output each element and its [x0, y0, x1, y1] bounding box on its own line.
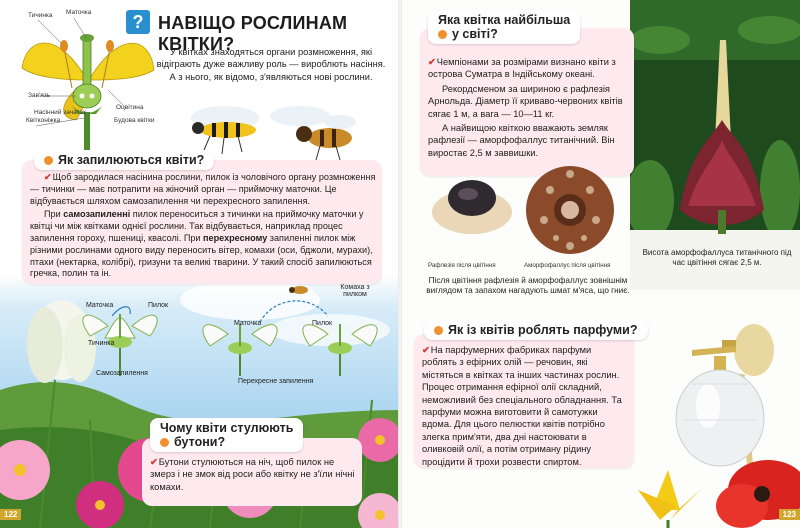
- largest-heading-line-2-text: у світі?: [452, 27, 498, 41]
- perfume-heading-text: Як із квітів роблять парфуми?: [448, 323, 638, 337]
- rafflesia-after-bloom: [432, 180, 512, 234]
- diagram-label-cross-pollination: Перехресне запилення: [238, 378, 314, 385]
- wasp-and-bee-photo: [180, 96, 400, 162]
- page-number-right: 123: [779, 509, 800, 520]
- book-gutter: [398, 0, 402, 528]
- checkmark-icon: ✔: [150, 457, 158, 467]
- pollination-diagram: [70, 286, 400, 376]
- label-stamen: Тичинка: [28, 12, 53, 19]
- self-pollination-term: самозапиленні: [63, 209, 131, 220]
- pollination-paragraph-2-a: При: [44, 209, 64, 220]
- post-bloom-note-text: Після цвітіння рафлезія й аморфофаллус зовнішнім виглядом та запахом нагадують шмат м'яса, що гниє.: [426, 276, 630, 296]
- buds-heading-line-2: [160, 435, 225, 449]
- intro-text: [156, 46, 386, 85]
- diagram-label-pistil-2: Маточка: [234, 320, 262, 327]
- rafflesia-flower: [526, 166, 614, 254]
- largest-paragraph-2: Рекордсменом за шириною є рафлезія Арнольда. Діаметр її криваво-червоних квітів сягає 1 м, а вага — 10—11 кг.: [428, 83, 623, 119]
- pollination-text: [30, 172, 378, 282]
- perfume-bottle: [676, 370, 764, 466]
- orange-bullet-icon: [438, 30, 447, 39]
- buds-heading-line-2-text: бутони?: [174, 435, 226, 449]
- checkmark-icon: ✔: [44, 172, 52, 182]
- caption-rafflesia: Рафлезія після цвітіння: [428, 262, 496, 269]
- diagram-label-stamen: Тичинка: [88, 340, 115, 347]
- cross-flower-a: [203, 324, 277, 376]
- pollination-heading-text: Як запилюються квіти?: [58, 153, 205, 167]
- post-bloom-note: [420, 276, 636, 299]
- cross-flower-b: [303, 324, 377, 376]
- orange-bullet-icon: [44, 156, 53, 165]
- buds-paragraph: Бутони стулюються на ніч, щоб пилок не змерз і не змок від роси або квітку не з'їли нічні комахи.: [150, 457, 355, 492]
- perfume-text: [422, 344, 628, 470]
- label-ovary: Зав'язь: [28, 92, 51, 99]
- label-pistil: Маточка: [66, 9, 92, 16]
- photo-caption: [640, 248, 794, 270]
- page-number-left: 122: [0, 509, 21, 520]
- largest-flower-text: [428, 56, 628, 161]
- right-page: [400, 0, 800, 528]
- label-sepal: Квітконіжка: [26, 117, 61, 124]
- page-title: НАВІЩО РОСЛИНАМ КВІТКИ?: [158, 13, 348, 54]
- intro-paragraph: У квітках знаходяться органи розмноження, які відіграють дуже важливу роль — вироблють насіння. А з нього, як відомо, з'являються нові рослини.: [156, 47, 386, 82]
- photo-caption-text: Висота аморфофаллуса титанічного під час цвітіння сягає 2,5 м.: [642, 248, 792, 267]
- buds-text: [150, 456, 356, 495]
- diagram-label-self-pollination: Самозапилення: [96, 370, 148, 377]
- largest-flower-heading: [428, 10, 580, 44]
- largest-paragraph-3: А найвищою квіткою вважають земляк рафлезії — аморфофаллус титанічний. Він виростає 2,5 м заввишки.: [428, 123, 615, 158]
- pollination-heading: [34, 150, 214, 170]
- orange-bullet-icon: [434, 326, 443, 335]
- diagram-label-insect-with-pollen: Комаха з пилком: [340, 284, 370, 298]
- amorphophallus-photo: [630, 0, 800, 290]
- question-badge: ?: [126, 10, 150, 34]
- flower-diagram-caption: Будова квітки: [114, 117, 155, 124]
- label-ovule: Насінний зачаток: [34, 109, 86, 116]
- largest-heading-line-1: Яка квітка найбільша: [438, 13, 571, 27]
- checkmark-icon: ✔: [422, 345, 430, 355]
- diagram-label-pollen-1: Пилок: [148, 302, 169, 309]
- post-bloom-photos: [420, 150, 634, 270]
- cross-pollination-term: перехресному: [203, 232, 268, 243]
- checkmark-icon: ✔: [428, 57, 436, 67]
- bee-icon: [289, 286, 308, 294]
- label-petal: Оцвітина: [116, 104, 144, 111]
- diagram-label-pollen-2: Пилок: [312, 320, 333, 327]
- diagram-label-pistil-1: Маточка: [86, 302, 114, 309]
- perfume-paragraph: На парфумерних фабриках парфуми роблять з ефірних олій — речовин, які містяться в квітках та інших частинах рослин. Процес отримання ефірної олії складний, неможливий без спеціального обладнання. Та парфуми можна виготовити й самотужки вдома. Для цього пелюстки квітів потрібно злегка прим'яти, два дні настоювати в оливковій олії, а потім отриману рідину процідити й трохи розвести спиртом.: [422, 345, 622, 467]
- perfume-bottle-photo: [632, 310, 800, 528]
- perfume-heading: [424, 320, 648, 340]
- largest-paragraph-1: Чемпіонами за розмірами визнано квіти з острова Суматра в Індійському океані.: [428, 57, 616, 80]
- yellow-lily-flower: [638, 470, 702, 528]
- pollination-paragraph-2-c: запиленні пилок між різними рослинами одного виду переносить вітер, комахи (оси, бджоли, мурахи), птахи (нектарка, колібрі), гризуни та великі тварини. У такий спосіб запилюються гречка, полин та ін.: [30, 232, 373, 279]
- pollination-paragraph-1: Щоб зародилася насінина рослини, пилок із чоловічого органу розмноження — тичинки — має потрапити на жіночий орган — приймочку маточки. Це відбувається шляхом самозапилення чи перехресного запилення.: [30, 172, 376, 206]
- pollination-paragraph-2-b: пилок переноситься з тичинки на приймочку маточки у квітці чи між квітками однієї рослини. Так відбувається, наприклад процес запилення гороху, пшениці, квасолі. При: [30, 209, 364, 243]
- orange-bullet-icon: [160, 438, 169, 447]
- caption-amorphophallus: Аморфофаллус після цвітіння: [524, 262, 611, 269]
- buds-heading-line-1: Чому квіти стулюють: [160, 421, 294, 435]
- largest-heading-line-2: [438, 27, 498, 41]
- buds-heading: [150, 418, 303, 452]
